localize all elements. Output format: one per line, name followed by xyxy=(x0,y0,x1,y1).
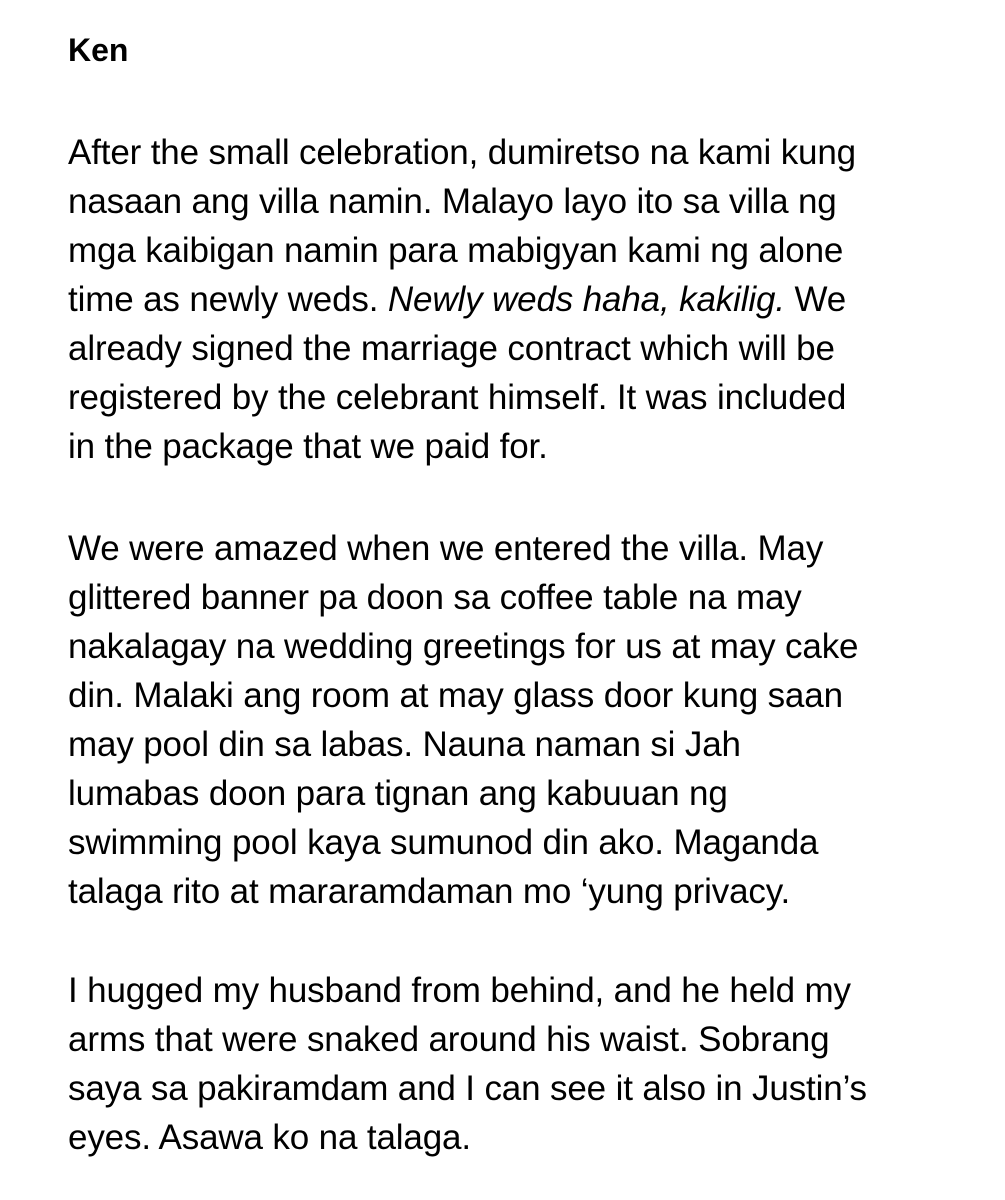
paragraph-line: nasaan ang villa namin. Malayo layo ito sa villa ng xyxy=(68,182,837,221)
paragraph-3 xyxy=(68,966,968,1162)
paragraph-line: mga kaibigan namin para mabigyan kami ng alone xyxy=(68,231,844,270)
paragraph-1 xyxy=(68,128,968,471)
paragraph-line: eyes. Asawa ko na talaga. xyxy=(68,1118,471,1157)
line-text-start: time as newly weds. xyxy=(68,280,388,319)
paragraph-line: already signed the marriage contract which will be xyxy=(68,329,835,368)
paragraph-line-with-italic xyxy=(68,275,968,324)
paragraph-line: swimming pool kaya sumunod din ako. Maganda xyxy=(68,823,819,862)
paragraph-line: may pool din sa labas. Nauna naman si Jah xyxy=(68,725,741,764)
paragraph-line: lumabas doon para tignan ang kabuuan ng xyxy=(68,774,728,813)
paragraph-line: glittered banner pa doon sa coffee table na may xyxy=(68,578,802,617)
paragraph-line: talaga rito at mararamdaman mo ‘yung privacy. xyxy=(68,872,791,911)
paragraph-2 xyxy=(68,524,968,916)
paragraph-line: nakalagay na wedding greetings for us at may cake xyxy=(68,627,859,666)
paragraph-line: After the small celebration, dumiretso na kami kung xyxy=(68,133,857,172)
paragraph-line: in the package that we paid for. xyxy=(68,427,548,466)
paragraph-line: arms that were snaked around his waist. Sobrang xyxy=(68,1020,830,1059)
paragraph-line: din. Malaki ang room at may glass door kung saan xyxy=(68,676,843,715)
italic-emphasis: Newly weds haha, kakilig. xyxy=(387,280,785,319)
line-text-end: We xyxy=(784,280,847,319)
paragraph-line: I hugged my husband from behind, and he held my xyxy=(68,971,851,1010)
chapter-heading: Ken xyxy=(68,32,129,68)
paragraph-line: registered by the celebrant himself. It was included xyxy=(68,378,847,417)
paragraph-line: We were amazed when we entered the villa. May xyxy=(68,529,824,568)
paragraph-line: saya sa pakiramdam and I can see it also in Justin’s xyxy=(68,1069,867,1108)
